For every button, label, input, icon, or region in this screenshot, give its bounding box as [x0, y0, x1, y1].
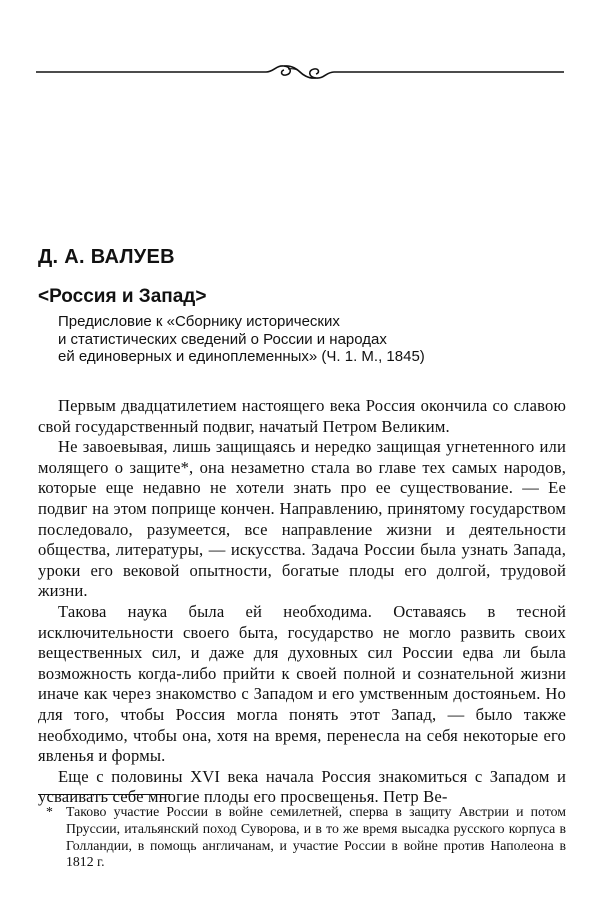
paragraph: Такова наука была ей необходима. Оставаясь в тесной исключительности своего быта, государство не могло развить своих вещественных сил, и даже для духовных сил России едва ли была возможность когда-либо прийти к своей полной и сознательной жизни иначе как через знакомство с Западом и его умственным достояньем. Но для того, чтобы Россия могла понять этот Запад, — было также необходимо, чтобы она, хотя на время, перенесла на себя некоторые его явленья и формы.	[38, 601, 566, 766]
work-subtitle	[58, 313, 488, 366]
work-title: <Россия и Запад>	[38, 286, 207, 307]
author-heading: Д. А. ВАЛУЕВ	[38, 246, 175, 268]
scroll-ornament-icon	[36, 62, 564, 82]
footnote-text: Таково участие России в войне семилетней, сперва в защиту Австрии и потом Пруссии, итальянский поход Суворова, и в то же время высадка русского корпуса в Голландии, в помощь англичанам, и участие России в войне против Наполеона в 1812 г.	[66, 804, 566, 870]
paragraph: Первым двадцатилетием настоящего века Россия окончила со славою свой государственный подвиг, начатый Петром Великим.	[38, 396, 566, 436]
subtitle-line: ей единоверных и единоплеменных» (Ч. 1. М., 1845)	[58, 348, 425, 365]
paragraph: Еще с половины XVI века начала Россия знакомиться с Западом и усваивать себе многие плоды его просвещенья. Петр Ве-	[38, 766, 566, 807]
body-text	[38, 396, 566, 808]
subtitle-line: и статистических сведений о России и народах	[58, 330, 387, 348]
footnote	[46, 804, 566, 871]
footnote-divider	[38, 794, 170, 795]
paragraph: Не завоевывая, лишь защищаясь и нередко защищая угнетенного или молящего о защите*, она незаметно стала во главе тех самых народов, которые еще недавно не хотели знать про ее существование. — Ее подвиг на этом поприще кончен. Направлению, принятому государством последовало, разумеется, все направление жизни и деятельности общества, литературы, — искусства. Задача России была узнать Запада, уроки его вековой опытности, богатые плоды его долгой, трудовой жизни.	[38, 437, 566, 601]
ornament-rule	[36, 62, 564, 82]
subtitle-line: Предисловие к «Сборнику исторических	[58, 313, 340, 330]
footnote-mark: *	[46, 804, 53, 819]
